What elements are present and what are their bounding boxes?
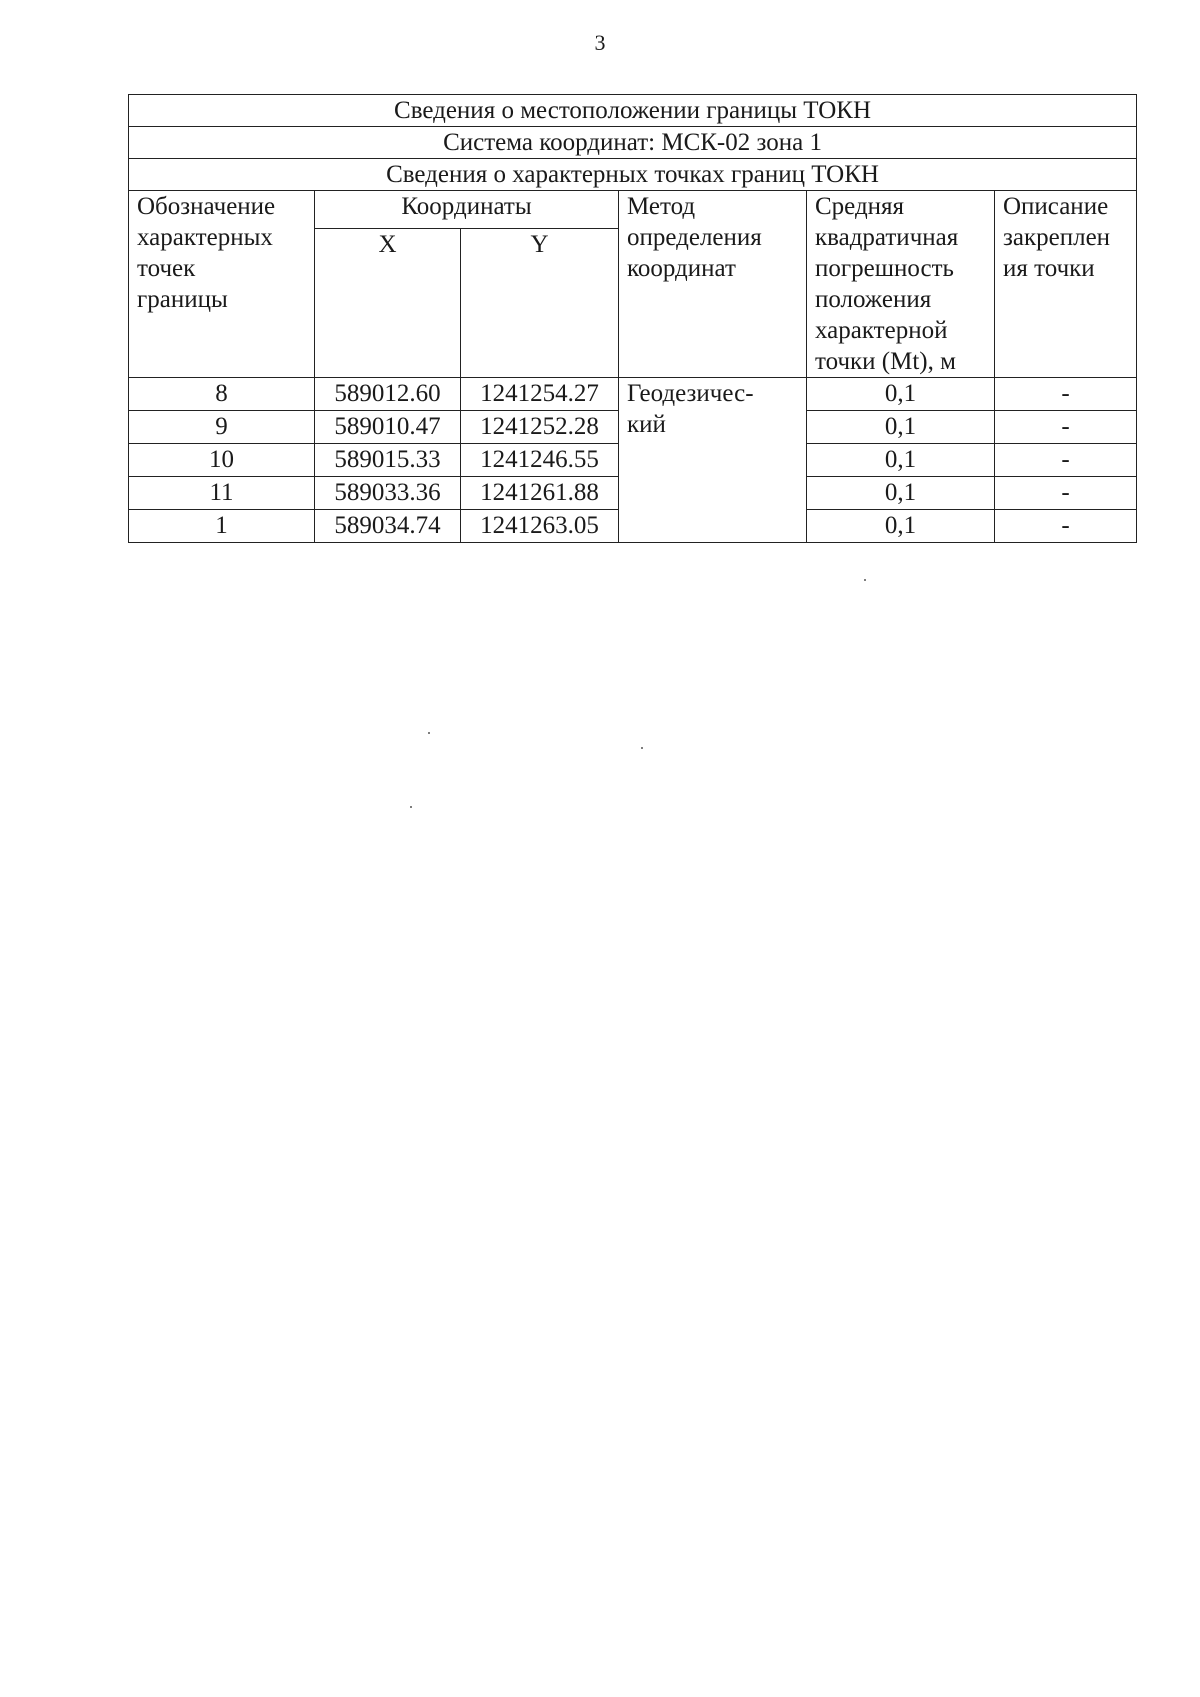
cell-description: - — [995, 444, 1137, 477]
cell-description: - — [995, 378, 1137, 411]
cell-error: 0,1 — [807, 510, 995, 543]
table-title-location: Сведения о местоположении границы ТОКН — [129, 95, 1137, 127]
cell-y: 1241263.05 — [461, 510, 619, 543]
cell-x: 589012.60 — [315, 378, 461, 411]
header-x: X — [315, 229, 461, 378]
scan-speck — [428, 732, 430, 734]
scan-speck — [410, 806, 412, 808]
table-title-row — [129, 127, 1137, 159]
cell-x: 589010.47 — [315, 411, 461, 444]
cell-error: 0,1 — [807, 378, 995, 411]
table-header-row — [129, 191, 1137, 229]
cell-error: 0,1 — [807, 444, 995, 477]
cell-x: 589034.74 — [315, 510, 461, 543]
cell-description: - — [995, 477, 1137, 510]
cell-point: 11 — [129, 477, 315, 510]
cell-description: - — [995, 411, 1137, 444]
cell-description: - — [995, 510, 1137, 543]
table-title-points: Сведения о характерных точках границ ТОКН — [129, 159, 1137, 191]
header-method: Метод определения координат — [619, 191, 807, 378]
cell-method: Геодезичес- кий — [619, 378, 807, 543]
table-title-row — [129, 159, 1137, 191]
cell-y: 1241252.28 — [461, 411, 619, 444]
table-title-row — [129, 95, 1137, 127]
coordinates-table — [128, 94, 1137, 543]
header-error: Средняя квадратичная погрешность положения характерной точки (Mt), м — [807, 191, 995, 378]
table-row — [129, 378, 1137, 411]
scan-speck — [641, 747, 643, 749]
cell-x: 589015.33 — [315, 444, 461, 477]
header-description: Описание закреплен ия точки — [995, 191, 1137, 378]
cell-y: 1241261.88 — [461, 477, 619, 510]
header-designation: Обозначение характерных точек границы — [129, 191, 315, 378]
cell-y: 1241246.55 — [461, 444, 619, 477]
table-title-coordinate-system: Система координат: МСК-02 зона 1 — [129, 127, 1137, 159]
page-number: 3 — [594, 30, 606, 55]
cell-error: 0,1 — [807, 411, 995, 444]
cell-point: 9 — [129, 411, 315, 444]
cell-point: 8 — [129, 378, 315, 411]
cell-point: 10 — [129, 444, 315, 477]
header-y: Y — [461, 229, 619, 378]
cell-error: 0,1 — [807, 477, 995, 510]
scan-speck — [864, 579, 866, 581]
cell-point: 1 — [129, 510, 315, 543]
cell-x: 589033.36 — [315, 477, 461, 510]
header-coordinates: Координаты — [315, 191, 619, 229]
cell-y: 1241254.27 — [461, 378, 619, 411]
